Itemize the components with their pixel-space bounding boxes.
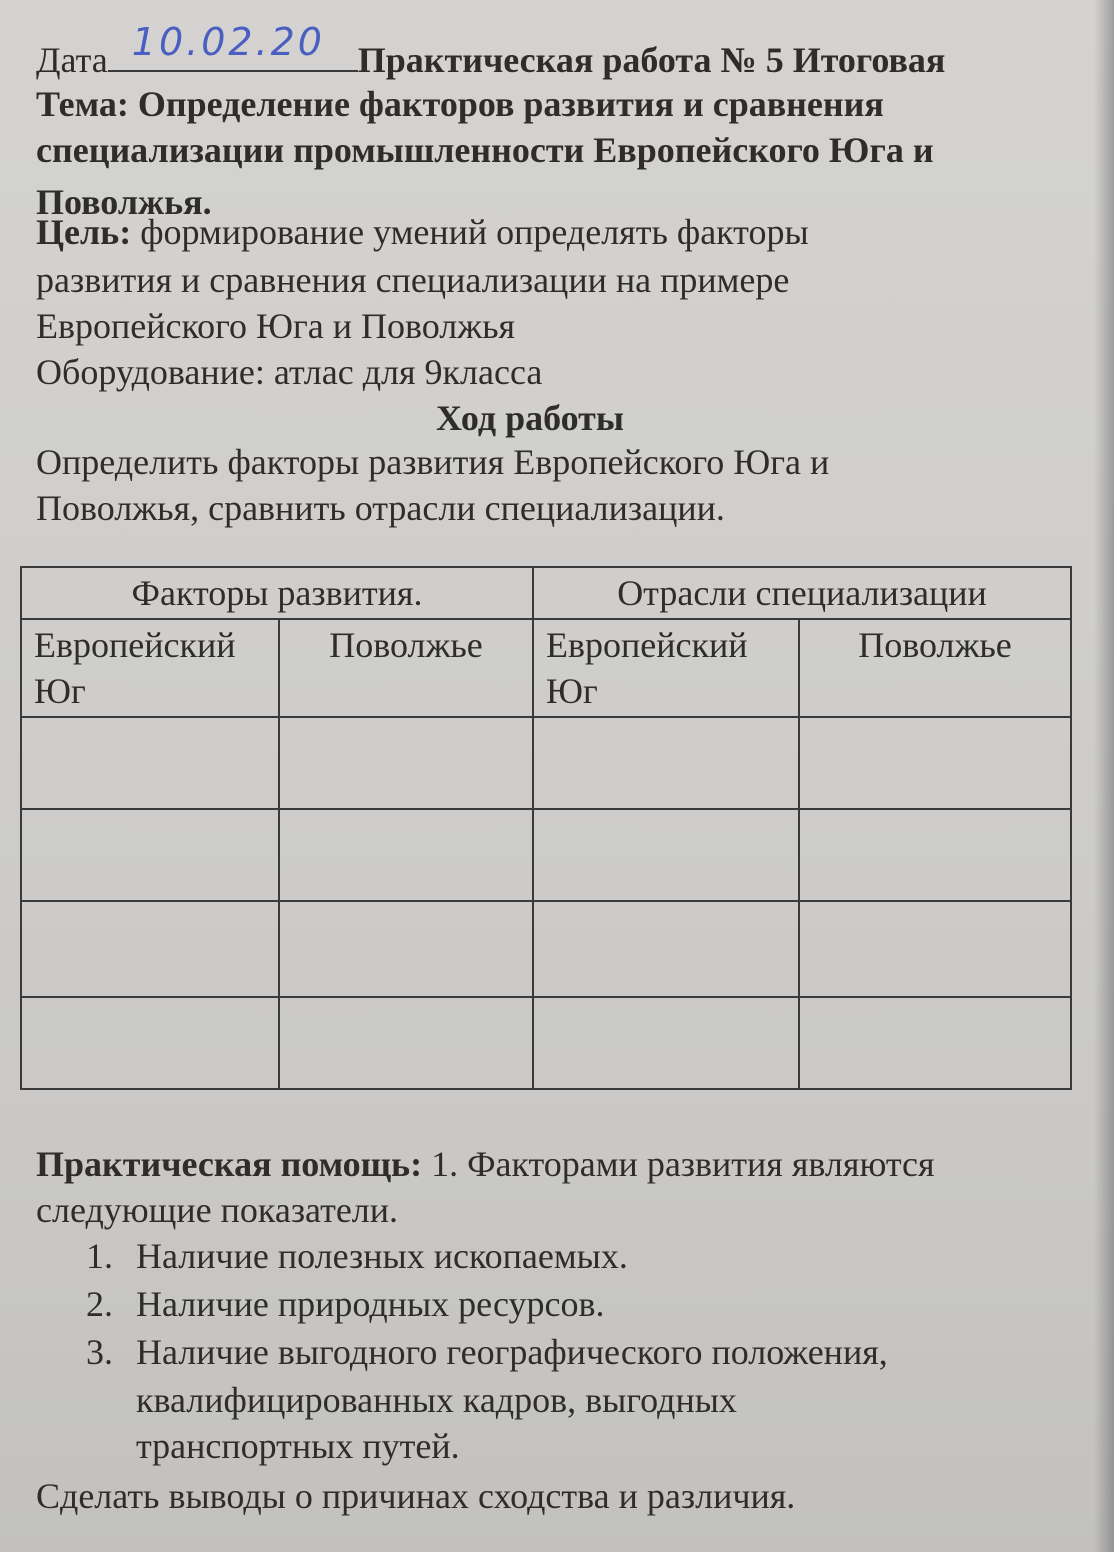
list-text: Наличие полезных ископаемых. [136,1236,628,1276]
topic-label: Тема: [36,84,129,124]
table-cell[interactable] [533,717,799,809]
table-row [21,717,1071,809]
help-intro-1: 1. Факторами развития являются [431,1144,935,1184]
goal-text-2: развития и сравнения специализации на примере [36,260,790,300]
comparison-table [20,566,1072,1090]
help-line-1 [36,1142,935,1186]
table-cell[interactable] [279,717,533,809]
table-column-header-row [21,619,1071,717]
help-label: Практическая помощь: [36,1144,423,1184]
topic-text-3: Поволжья. [36,182,212,222]
goal-text-1: формирование умений определять факторы [140,212,809,252]
list-number: 1. [86,1236,113,1276]
list-text: Наличие выгодного географического положения, [136,1332,888,1372]
topic-text-2: специализации промышленности Европейского Юга и [36,130,934,170]
group-header-factors: Факторы развития. [21,567,533,619]
table-cell[interactable] [533,809,799,901]
table-cell[interactable] [279,901,533,997]
table-row [21,809,1071,901]
table-cell[interactable] [21,809,279,901]
page-edge-shadow [1094,0,1114,1552]
list-item [86,1330,888,1374]
table-group-header-row [21,567,1071,619]
task-text-1: Определить факторы развития Европейского Юга и [36,442,830,482]
date-label: Дата [36,40,108,80]
date-field[interactable] [108,20,358,72]
table-cell[interactable] [799,901,1071,997]
equipment-text: Оборудование: атлас для 9класса [36,352,543,392]
column-header-volga-branches: Поволжье [799,619,1071,717]
table-cell[interactable] [799,997,1071,1089]
table-cell[interactable] [279,809,533,901]
table-cell[interactable] [799,717,1071,809]
column-header-south-factors: Европейский Юг [21,619,279,717]
list-number: 2. [86,1284,113,1324]
table-row [21,997,1071,1089]
list-text: Наличие природных ресурсов. [136,1284,605,1324]
header-line [36,20,946,82]
topic-line-1 [36,82,884,126]
table-cell[interactable] [21,901,279,997]
table-cell[interactable] [21,997,279,1089]
table-row [21,901,1071,997]
goal-label: Цель: [36,212,132,252]
list-number: 3. [86,1332,113,1372]
conclusion-text: Сделать выводы о причинах сходства и различия. [36,1476,796,1516]
list-item-continuation-2: транспортных путей. [136,1426,460,1466]
date-handwritten: 10.02.20 [131,20,325,64]
topic-text-1: Определение факторов развития и сравнения [137,84,884,124]
group-header-branches: Отрасли специализации [533,567,1071,619]
column-header-volga-factors: Поволжье [279,619,533,717]
progress-heading: Ход работы [436,398,624,438]
table-cell[interactable] [799,809,1071,901]
help-intro-2: следующие показатели. [36,1190,399,1230]
task-text-2: Поволжья, сравнить отрасли специализации. [36,488,725,528]
table-cell[interactable] [279,997,533,1089]
table-cell[interactable] [533,997,799,1089]
table-cell[interactable] [533,901,799,997]
list-item-continuation-1: квалифицированных кадров, выгодных [136,1380,737,1420]
goal-text-3: Европейского Юга и Поволжья [36,306,516,346]
work-title: Практическая работа № 5 Итоговая [357,40,946,80]
list-item [86,1234,628,1278]
list-item [86,1282,605,1326]
column-header-south-branches: Европейский Юг [533,619,799,717]
goal-line-1 [36,210,809,254]
table-cell[interactable] [21,717,279,809]
